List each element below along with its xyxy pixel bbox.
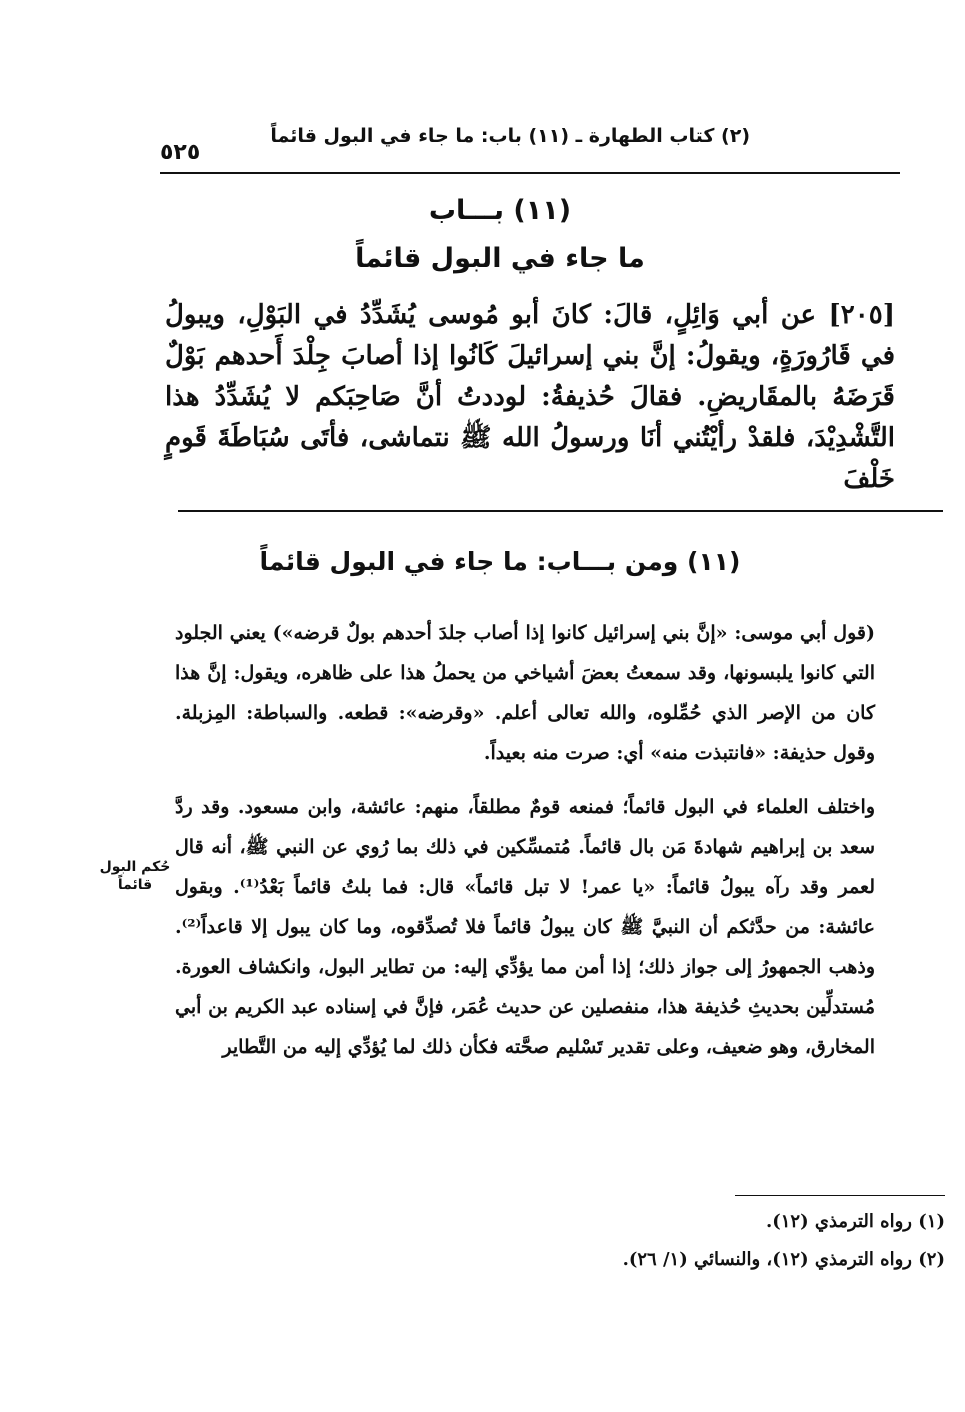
hadith-number: [٢٠٥]	[828, 300, 895, 330]
commentary-body	[175, 613, 875, 1067]
chapter-title: ما جاء في البول قائماً	[355, 243, 645, 274]
footnote-rule	[735, 1195, 945, 1196]
footnotes	[400, 1203, 945, 1279]
commentary-paragraph-1: (قول أبي موسى: «إنَّ بني إسرائيل كانوا إذا أصاب جلدَ أحدهم بولٌ قرضه») يعني الجلود التي كانوا يلبسونها، وقد سمعتُ بعضَ أشياخي من يحملُ هذا على ظاهره، ويقول: إنَّ هذا كان من الإصر الذي حُمِّلوه، والله تعالى أعلم. «وقرضه»: قطعه. والسباطة: المِزبلة. وقول حذيفة: «فانتبذت منه» أي: صرت منه بعيداً.	[175, 622, 875, 764]
hadith-text: عن أبي وَائِلٍ، قالَ: كانَ أبو مُوسى يُشَدِّدُ في البَوْلِ، ويبولُ في قَارُورَةٍ، ويقولُ: إنَّ بني إسرائيلَ كَانُوا إذا أصابَ جِلْدَ أَحدهم بَوْلٌ قَرَضَهُ بالمقَاريضِ. فقالَ حُذيفةُ: لوددتُ أنَّ صَاحِبَكم لا يُشَدِّدُ هذا التَّشْدِيْدَ، فلقدْ رأيْتُني أنَا ورسولُ الله ﷺ نتماشى، فأتَى سُبَاطَةَ قَومٍ خَلْفَ	[165, 300, 895, 494]
header-rule	[160, 172, 900, 174]
commentary-paragraph-2: واختلف العلماء في البول قائماً؛ فمنعه قومٌ مطلقاً، منهم: عائشة، وابن مسعود. وقد ردَّ سعد بن إبراهيم شهادةَ مَن بال قائماً. مُتمسِّكين في ذلك بما رُوي عن النبي ﷺ، أنه قال لعمر وقد رآه يبولُ قائماً: «يا عمر! لا تبل قائماً» قال: فما بلتُ قائماً بَعْدُ⁽¹⁾. وبقول عائشة: من حدَّثكم أن النبيَّ ﷺ كان يبولُ قائماً فلا تُصدِّقوه، وما كان يبول إلا قاعداً⁽²⁾. وذهب الجمهورُ إلى جواز ذلك؛ إذا أمن مما يؤدِّي إليه: من تطاير البول، وانكشاف العورة. مُستدلِّين بحديثِ حُذيفة هذا، منفصلين عن حديث عُمَر، فإنَّ في إسناده عبد الكريم بن أبي المخارق، وهو ضعيف، وعلى تقدير تَسْليم صحَّته فكأن ذلك لما يُؤدِّي إليه من التَّطاير	[175, 796, 875, 1058]
footnote-2: (٢) رواه الترمذي (١٢)، والنسائي (١/ ٢٦).	[622, 1249, 945, 1270]
running-header: (٢) كتاب الطهارة ـ (١١) باب: ما جاء في البول قائماً	[270, 125, 750, 147]
margin-note: حُكم البول قائماً	[99, 859, 171, 893]
hadith-text-block	[165, 295, 895, 500]
chapter-heading: (١١) بـــاب	[428, 195, 572, 226]
page-number: ٥٢٥	[160, 140, 201, 165]
commentary-heading: (١١) ومن بـــاب: ما جاء في البول قائماً	[259, 547, 741, 576]
footnote-1: (١) رواه الترمذي (١٢).	[765, 1211, 945, 1232]
section-divider	[178, 510, 943, 512]
